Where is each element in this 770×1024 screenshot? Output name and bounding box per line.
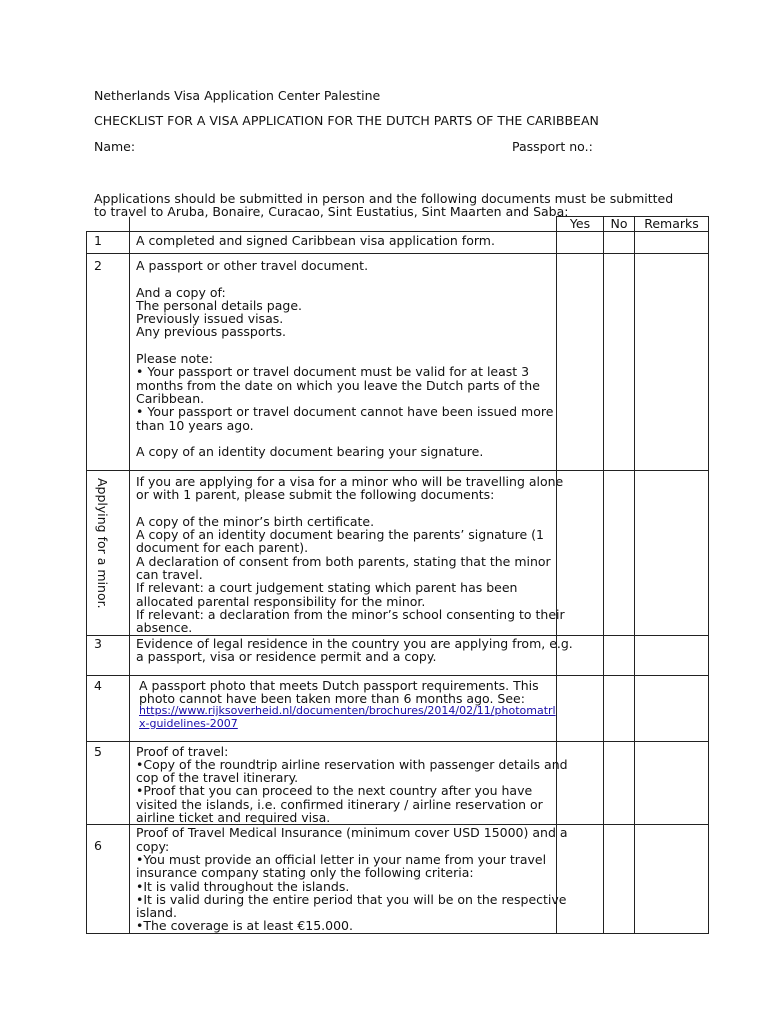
- remarks-cell[interactable]: [635, 254, 709, 471]
- row-description: A passport photo that meets Dutch passport requirements. This photo cannot have been taken more than 6 months ago. See: https://www.rijksoverheid.nl/documenten/brochures/2014/02/11/photomatrl x-guidelines-2007: [130, 675, 557, 741]
- yes-checkbox-cell[interactable]: [557, 825, 604, 933]
- intro-line-2: to travel to Aruba, Bonaire, Curacao, Sint Eustatius, Sint Maarten and Saba:: [94, 204, 569, 219]
- row-number: 3: [87, 635, 130, 675]
- no-checkbox-cell[interactable]: [604, 254, 635, 471]
- row-number: 5: [87, 741, 130, 825]
- passport-label: Passport no.:: [512, 139, 593, 154]
- remarks-cell[interactable]: [635, 232, 709, 254]
- table-row: [87, 825, 709, 933]
- no-checkbox-cell[interactable]: [604, 825, 635, 933]
- table-row: [87, 254, 709, 471]
- row-number: 4: [87, 675, 130, 741]
- yes-checkbox-cell[interactable]: [557, 232, 604, 254]
- org-title: Netherlands Visa Application Center Palestine: [94, 88, 381, 103]
- no-checkbox-cell[interactable]: [604, 675, 635, 741]
- remarks-cell[interactable]: [635, 741, 709, 825]
- intro-line-1: Applications should be submitted in person and the following documents must be submitted: [94, 191, 674, 206]
- yes-checkbox-cell[interactable]: [557, 741, 604, 825]
- table-row: [87, 232, 709, 254]
- row-description: If you are applying for a visa for a minor who will be travelling alone or with 1 parent, please submit the following documents: A copy of the minor’s birth certificate. A copy of an identity document bearing the parents’ signature (1 document for each parent). A declaration of consent from both parents, stating that the minor can travel. If relevant: a court judgement stating which parent has been allocated parental responsibility for the minor. If relevant: a declaration from the minor’s school consenting to their absence.: [130, 471, 557, 636]
- row-description: A passport or other travel document. And a copy of: The personal details page. Previously issued visas. Any previous passports. Please note: • Your passport or travel document must be valid for at least 3 months from the date on which you leave the Dutch parts of the Caribbean. • Your passport or travel document cannot have been issued more than 10 years ago. A copy of an identity document bearing your signature.: [130, 254, 557, 471]
- no-checkbox-cell[interactable]: [604, 741, 635, 825]
- document-title: CHECKLIST FOR A VISA APPLICATION FOR THE DUTCH PARTS OF THE CARIBBEAN: [94, 113, 599, 128]
- no-checkbox-cell[interactable]: [604, 232, 635, 254]
- remarks-cell[interactable]: [635, 471, 709, 636]
- row-number: 1: [87, 232, 130, 254]
- col-yes-header: Yes: [557, 217, 604, 232]
- no-checkbox-cell[interactable]: [604, 471, 635, 636]
- col-remarks-header: Remarks: [635, 217, 709, 232]
- minor-section-label: Applying for a minor.: [95, 478, 110, 609]
- yes-checkbox-cell[interactable]: [557, 254, 604, 471]
- remarks-cell[interactable]: [635, 635, 709, 675]
- photo-guidelines-link[interactable]: https://www.rijksoverheid.nl/documenten/brochures/2014/02/11/photomatrl x-guidelines-2007: [139, 704, 556, 730]
- header-blank-num: [87, 217, 130, 232]
- row-description: Proof of Travel Medical Insurance (minimum cover USD 15000) and a copy: •You must provide an official letter in your name from your travel insurance company stating only the following criteria: •It is valid throughout the islands. •It is valid during the entire period that you will be on the respective island. •The coverage is at least €15.000.: [130, 825, 557, 933]
- row-number: 2: [87, 254, 130, 471]
- checklist-table: [86, 216, 709, 934]
- table-row: [87, 675, 709, 741]
- table-row: [87, 635, 709, 675]
- remarks-cell[interactable]: [635, 675, 709, 741]
- table-header-row: [87, 217, 709, 232]
- no-checkbox-cell[interactable]: [604, 635, 635, 675]
- remarks-cell[interactable]: [635, 825, 709, 933]
- col-no-header: No: [604, 217, 635, 232]
- row-number: 6: [87, 825, 130, 933]
- name-label: Name:: [94, 139, 136, 154]
- yes-checkbox-cell[interactable]: [557, 675, 604, 741]
- row-description: Proof of travel: •Copy of the roundtrip airline reservation with passenger details and cop of the travel itinerary. •Proof that you can proceed to the next country after you have visited the islands, i.e. confirmed itinerary / airline reservation or airline ticket and required visa.: [130, 741, 557, 825]
- table-row: [87, 471, 709, 636]
- row-description: A completed and signed Caribbean visa application form.: [130, 232, 557, 254]
- header-blank-desc: [130, 217, 557, 232]
- row-description: Evidence of legal residence in the country you are applying from, e.g. a passport, visa or residence permit and a copy.: [130, 635, 557, 675]
- table-row: [87, 741, 709, 825]
